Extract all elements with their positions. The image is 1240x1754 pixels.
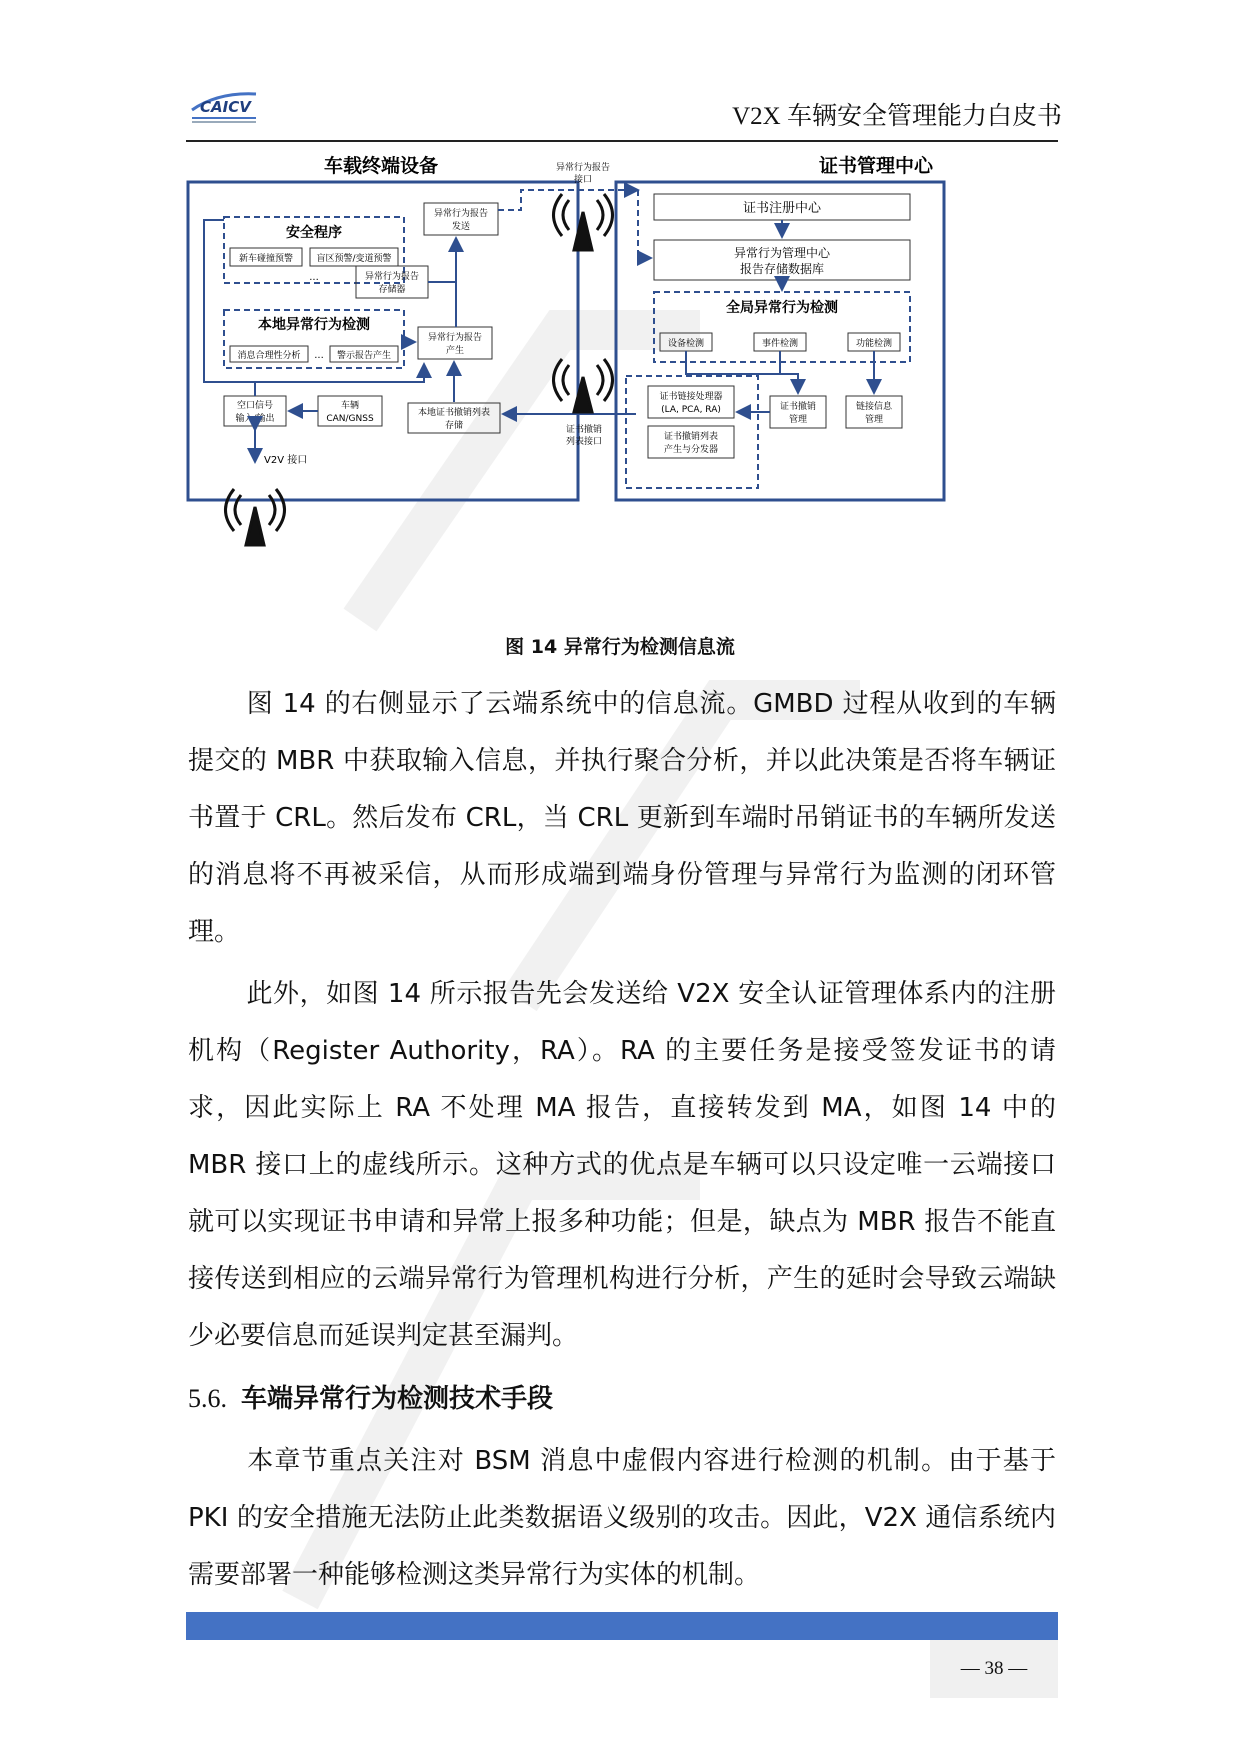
linkage-processor-line1: 证书链接处理器 bbox=[659, 392, 723, 402]
document-title: V2X 车辆安全管理能力白皮书 bbox=[732, 103, 1062, 130]
safety-program-label: 安全程序 bbox=[286, 225, 342, 241]
report-send-line2: 发送 bbox=[451, 222, 471, 232]
paragraph-2: 此外，如图 14 所示报告先会发送给 V2X 安全认证管理体系内的注册机构（Register Authority，RA）。RA 的主要任务是接受签发证书的请求，因此实际上 RA 不处理 MA 报告，直接转发到 MA，如图 14 中的 MBR 接口上的虚线所示。这种方式的优点是车辆可以只设定唯一云端接口就可以实现证书申请和异常上报多种功能；但是，缺点为 MBR 报告不能直接传送到相应的云端异常行为管理机构进行分析，产生的延时会导致云端缺少必要信息而延误判定甚至漏判。 bbox=[188, 979, 1056, 1351]
message-analysis-label: 消息合理性分析 bbox=[237, 351, 301, 361]
vehicle-can-line2: CAN/GNSS bbox=[326, 414, 374, 424]
function-detection-label: 功能检测 bbox=[855, 339, 893, 349]
mb-center-line1: 异常行为管理中心 bbox=[733, 246, 831, 260]
new-vehicle-warning-label: 新车碰撞预警 bbox=[238, 254, 294, 264]
air-signal-line2: 输入/输出 bbox=[235, 414, 275, 424]
event-detection-label: 事件检测 bbox=[761, 339, 799, 349]
report-storage-line2: 存储器 bbox=[378, 285, 406, 295]
report-storage-line1: 异常行为报告 bbox=[364, 272, 420, 282]
detection-ellipsis: ... bbox=[314, 350, 324, 361]
alert-generate-label: 警示报告产生 bbox=[336, 351, 392, 361]
global-detection-label: 全局异常行为检测 bbox=[726, 300, 838, 316]
blind-zone-warning-label: 盲区预警/变道预警 bbox=[316, 254, 392, 264]
local-detection-label: 本地异常行为检测 bbox=[258, 317, 370, 333]
vehicle-can-line1: 车辆 bbox=[340, 401, 360, 411]
section-number: 5.6. bbox=[188, 1384, 227, 1413]
safety-ellipsis: ... bbox=[309, 272, 319, 283]
report-interface-line1: 异常行为报告 bbox=[555, 163, 611, 173]
paragraph-3: 本章节重点关注对 BSM 消息中虚假内容进行检测的机制。由于基于 PKI 的安全措施无法防止此类数据语义级别的攻击。因此，V2X 通信系统内需要部署一种能够检测这类异常行为实体的机制。 bbox=[188, 1446, 1056, 1590]
revocation-mgmt-line1: 证书撤销 bbox=[779, 402, 817, 412]
v2v-antenna-icon bbox=[226, 489, 285, 545]
v2v-interface-label: V2V 接口 bbox=[264, 455, 308, 466]
crl-interface-antenna-icon bbox=[554, 359, 613, 412]
paragraph-1: 图 14 的右侧显示了云端系统中的信息流。GMBD 过程从收到的车辆提交的 MBR 中获取输入信息，并执行聚合分析，并以此决策是否将车辆证书置于 CRL。然后发布 CRL，当 CRL 更新到车端时吊销证书的车辆所发送的消息将不再被采信，从而形成端到端身份管理与异常行为监测的闭环管理。 bbox=[188, 689, 1056, 947]
mbr-dashed-arrow bbox=[638, 190, 651, 258]
crl-generator-line2: 产生与分发器 bbox=[663, 445, 719, 455]
device-to-revocation-arrow bbox=[686, 351, 798, 393]
report-interface-line2: 接口 bbox=[573, 175, 593, 185]
storage-connector bbox=[428, 282, 456, 324]
report-generate-line1: 异常行为报告 bbox=[427, 333, 483, 343]
vehicle-terminal-panel bbox=[188, 182, 578, 500]
linkage-processor-line2: (LA, PCA, RA) bbox=[661, 405, 721, 415]
right-panel-title: 证书管理中心 bbox=[818, 155, 934, 177]
figure-caption: 图 14 异常行为检测信息流 bbox=[505, 636, 735, 658]
svg-text:CAICV: CAICV bbox=[200, 98, 251, 116]
linkage-info-mgmt-line2: 管理 bbox=[864, 415, 884, 425]
footer-bar bbox=[186, 1612, 1058, 1640]
mb-center-line2: 报告存储数据库 bbox=[739, 262, 825, 276]
caicv-logo bbox=[188, 88, 260, 126]
registration-center-label: 证书注册中心 bbox=[742, 201, 822, 216]
header-divider bbox=[186, 140, 1058, 142]
page-number: — 38 — bbox=[930, 1640, 1058, 1698]
crl-interface-line2: 列表接口 bbox=[565, 437, 603, 447]
crl-generator-line1: 证书撤销列表 bbox=[663, 432, 719, 442]
device-detection-label: 设备检测 bbox=[667, 339, 705, 349]
crl-interface-line1: 证书撤销 bbox=[565, 425, 603, 435]
left-panel-title: 车载终端设备 bbox=[323, 155, 439, 177]
crl-storage-line1: 本地证书撤销列表 bbox=[417, 408, 491, 418]
figure-14-diagram bbox=[186, 150, 1076, 625]
linkage-info-mgmt-line1: 链接信息 bbox=[855, 402, 893, 412]
report-interface-antenna-icon bbox=[554, 194, 613, 250]
revocation-mgmt-line2: 管理 bbox=[788, 415, 808, 425]
report-generate-line2: 产生 bbox=[445, 346, 465, 356]
crl-storage-line2: 存储 bbox=[444, 421, 464, 431]
air-signal-line1: 空口信号 bbox=[236, 401, 274, 411]
section-title-text: 车端异常行为检测技术手段 bbox=[241, 1384, 554, 1414]
report-send-line1: 异常行为报告 bbox=[433, 209, 489, 219]
section-heading bbox=[188, 1378, 553, 1415]
